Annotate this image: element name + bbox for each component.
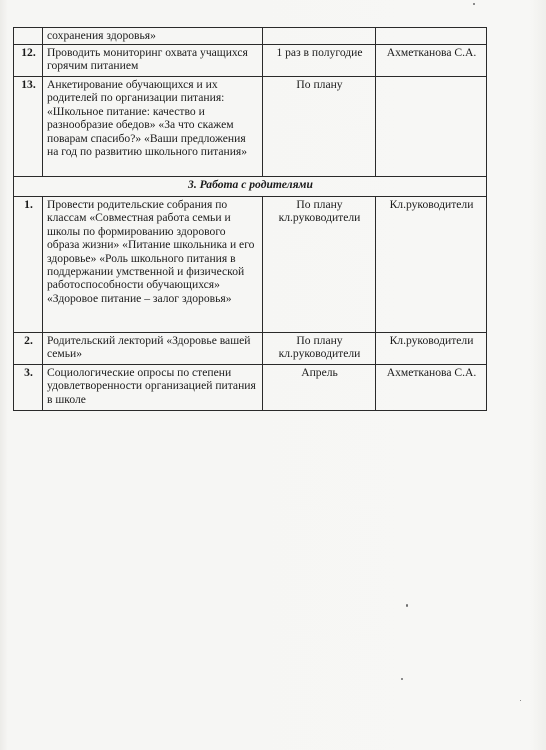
row-number: 2. bbox=[14, 333, 43, 365]
deadline-cell: По плану кл.руководители bbox=[263, 197, 376, 333]
deadline-cell: По плану кл.руководители bbox=[263, 333, 376, 365]
table-row bbox=[14, 333, 487, 365]
responsible-cell: Ахметканова С.А. bbox=[376, 45, 487, 77]
responsible-cell: Кл.руководители bbox=[376, 197, 487, 333]
responsible-cell bbox=[376, 77, 487, 177]
table-row bbox=[14, 197, 487, 333]
row-number bbox=[14, 28, 43, 45]
row-number: 1. bbox=[14, 197, 43, 333]
row-number: 12. bbox=[14, 45, 43, 77]
deadline-cell: 1 раз в полугодие bbox=[263, 45, 376, 77]
scan-speck bbox=[406, 604, 408, 607]
activity-cell: Родительский лекторий «Здоровье вашей семьи» bbox=[43, 333, 263, 365]
table-row bbox=[14, 365, 487, 411]
responsible-cell bbox=[376, 28, 487, 45]
responsible-cell: Кл.руководители bbox=[376, 333, 487, 365]
table-row bbox=[14, 77, 487, 177]
deadline-cell: Апрель bbox=[263, 365, 376, 411]
section-title: 3. Работа с родителями bbox=[14, 177, 487, 197]
table-row bbox=[14, 45, 487, 77]
nutrition-plan-table bbox=[13, 27, 487, 411]
row-number: 13. bbox=[14, 77, 43, 177]
scan-speck bbox=[401, 678, 403, 680]
scan-speck bbox=[473, 3, 475, 5]
activity-cell: сохранения здоровья» bbox=[43, 28, 263, 45]
deadline-cell bbox=[263, 28, 376, 45]
scan-speck bbox=[520, 700, 521, 701]
activity-cell: Проводить мониторинг охвата учащихся горячим питанием bbox=[43, 45, 263, 77]
responsible-cell: Ахметканова С.А. bbox=[376, 365, 487, 411]
activity-cell: Провести родительские собрания по классам «Совместная работа семьи и школы по формированию здорового образа жизни» «Питание школьника и его здоровье» «Роль школьного питания в поддержании умственной и физической работоспособности обучающихся» «Здоровое питание – залог здоровья» bbox=[43, 197, 263, 333]
section-row bbox=[14, 177, 487, 197]
activity-cell: Анкетирование обучающихся и их родителей по организации питания: «Школьное питание: качество и разнообразие обедов» «За что скажем поварам спасибо?» «Ваши предложения на год по развитию школьного питания» bbox=[43, 77, 263, 177]
table-row bbox=[14, 28, 487, 45]
row-number: 3. bbox=[14, 365, 43, 411]
activity-cell: Социологические опросы по степени удовлетворенности организацией питания в школе bbox=[43, 365, 263, 411]
deadline-cell: По плану bbox=[263, 77, 376, 177]
